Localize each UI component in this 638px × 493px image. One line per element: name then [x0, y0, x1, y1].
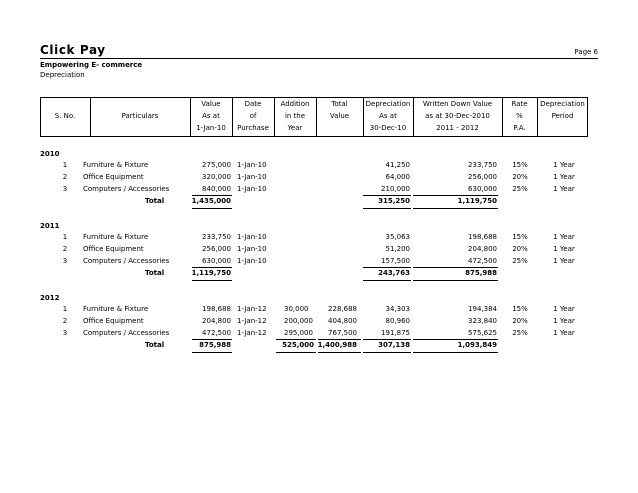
row-date: 1-Jan-10 [237, 161, 267, 169]
row-value: 472,500 [202, 329, 231, 337]
column-header-dep: Depreciation [365, 100, 411, 108]
row-value: 840,000 [202, 185, 231, 193]
row-addition: 200,000 [284, 317, 313, 325]
total-label: Total [145, 269, 165, 277]
column-header-addition: Addition [280, 100, 310, 108]
row-addition: 30,000 [284, 305, 309, 313]
column-header-date: Date [244, 100, 262, 108]
total-rule [276, 352, 316, 353]
total-wdv: 875,988 [465, 269, 497, 277]
row-period: 1 Year [553, 329, 575, 337]
column-header-total-line2: Value [329, 112, 350, 120]
total-rule [413, 267, 498, 268]
column-header-date-line3: Purchase [237, 124, 269, 132]
row-wdv: 198,688 [468, 233, 497, 241]
row-depreciation: 191,875 [381, 329, 410, 337]
row-wdv: 256,000 [468, 173, 497, 181]
row-depreciation: 34,303 [385, 305, 410, 313]
total-rule [363, 339, 411, 340]
row-period: 1 Year [553, 245, 575, 253]
total-rule [363, 195, 411, 196]
column-header-rate-line3: P.A. [513, 124, 526, 132]
section-title: Depreciation [40, 71, 85, 79]
column-header-period-line2: Period [551, 112, 574, 120]
row-wdv: 323,840 [468, 317, 497, 325]
row-depreciation: 51,200 [385, 245, 410, 253]
column-header-addition-line3: Year [287, 124, 303, 132]
row-sno: 2 [62, 173, 68, 181]
row-wdv: 233,750 [468, 161, 497, 169]
row-value: 275,000 [202, 161, 231, 169]
row-depreciation: 157,500 [381, 257, 410, 265]
row-particulars: Office Equipment [83, 245, 144, 253]
row-date: 1-Jan-12 [237, 317, 267, 325]
row-period: 1 Year [553, 185, 575, 193]
section-year: 2011 [40, 222, 60, 230]
column-header-particulars: Particulars [121, 112, 159, 120]
total-rule [276, 339, 316, 340]
row-value: 256,000 [202, 245, 231, 253]
row-particulars: Office Equipment [83, 173, 144, 181]
row-sno: 3 [62, 329, 68, 337]
total-rule [413, 195, 498, 196]
column-header-dep-line2: As at [379, 112, 397, 120]
row-total: 228,688 [328, 305, 357, 313]
row-total: 404,800 [328, 317, 357, 325]
row-depreciation: 64,000 [385, 173, 410, 181]
row-total: 767,500 [328, 329, 357, 337]
total-rule [318, 352, 361, 353]
total-label: Total [145, 197, 165, 205]
row-period: 1 Year [553, 317, 575, 325]
total-rule [192, 208, 232, 209]
row-particulars: Office Equipment [83, 317, 144, 325]
row-period: 1 Year [553, 161, 575, 169]
column-header-total: Total [331, 100, 348, 108]
row-value: 320,000 [202, 173, 231, 181]
column-header-sno: S. No. [54, 112, 76, 120]
row-rate: 20% [512, 173, 528, 181]
page-number: Page 6 [574, 48, 598, 56]
row-date: 1-Jan-12 [237, 329, 267, 337]
row-depreciation: 80,960 [385, 317, 410, 325]
total-rule [192, 339, 232, 340]
column-header-value: Value [201, 100, 221, 108]
total-addition: 525,000 [282, 341, 314, 349]
total-value: 1,435,000 [191, 197, 231, 205]
row-period: 1 Year [553, 257, 575, 265]
section-year: 2010 [40, 150, 60, 158]
row-depreciation: 210,000 [381, 185, 410, 193]
total-value: 1,119,750 [191, 269, 231, 277]
row-particulars: Computers / Accessories [83, 185, 170, 193]
total-rule [363, 267, 411, 268]
row-rate: 20% [512, 245, 528, 253]
total-depreciation: 315,250 [378, 197, 410, 205]
column-header-wdv-line3: 2011 - 2012 [436, 124, 479, 132]
column-header-wdv: Written Down Value [422, 100, 493, 108]
row-sno: 2 [62, 245, 68, 253]
column-header-period: Depreciation [540, 100, 585, 108]
row-date: 1-Jan-10 [237, 245, 267, 253]
row-wdv: 472,500 [468, 257, 497, 265]
row-sno: 1 [62, 161, 68, 169]
row-particulars: Computers / Accessories [83, 329, 170, 337]
total-rule [192, 280, 232, 281]
total-depreciation: 307,138 [378, 341, 410, 349]
page-subtitle: Empowering E- commerce [40, 61, 143, 69]
total-rule [318, 339, 361, 340]
row-sno: 1 [62, 305, 68, 313]
row-wdv: 194,384 [468, 305, 497, 313]
row-period: 1 Year [553, 305, 575, 313]
row-particulars: Computers / Accessories [83, 257, 170, 265]
total-rule [413, 280, 498, 281]
row-rate: 25% [512, 329, 528, 337]
total-rule [413, 339, 498, 340]
row-date: 1-Jan-12 [237, 305, 267, 313]
total-rule [363, 280, 411, 281]
row-value: 233,750 [202, 233, 231, 241]
row-value: 630,000 [202, 257, 231, 265]
row-rate: 25% [512, 185, 528, 193]
row-particulars: Furniture & Fixture [83, 161, 149, 169]
total-rule [363, 208, 411, 209]
row-date: 1-Jan-10 [237, 233, 267, 241]
row-date: 1-Jan-10 [237, 173, 267, 181]
row-date: 1-Jan-10 [237, 185, 267, 193]
total-total: 1,400,988 [317, 341, 357, 349]
total-wdv: 1,119,750 [457, 197, 497, 205]
total-rule [413, 352, 498, 353]
row-rate: 25% [512, 257, 528, 265]
column-header-rate-line2: % [516, 112, 523, 120]
total-rule [413, 208, 498, 209]
row-wdv: 204,800 [468, 245, 497, 253]
total-rule [192, 352, 232, 353]
total-wdv: 1,093,849 [457, 341, 497, 349]
row-rate: 15% [512, 161, 528, 169]
total-depreciation: 243,763 [378, 269, 410, 277]
row-depreciation: 35,063 [385, 233, 410, 241]
row-particulars: Furniture & Fixture [83, 305, 149, 313]
column-header-dep-line3: 30-Dec-10 [369, 124, 407, 132]
row-period: 1 Year [553, 173, 575, 181]
row-rate: 15% [512, 233, 528, 241]
row-sno: 1 [62, 233, 68, 241]
row-period: 1 Year [553, 233, 575, 241]
column-header-rate: Rate [511, 100, 528, 108]
column-header-addition-line2: in the [284, 112, 306, 120]
row-rate: 15% [512, 305, 528, 313]
column-header-value-line3: 1-Jan-10 [196, 124, 226, 132]
total-rule [192, 195, 232, 196]
row-sno: 2 [62, 317, 68, 325]
column-header-value-line2: As at [202, 112, 220, 120]
total-value: 875,988 [199, 341, 231, 349]
row-rate: 20% [512, 317, 528, 325]
column-header-wdv-line2: as at 30-Dec-2010 [425, 112, 490, 120]
row-value: 204,800 [202, 317, 231, 325]
total-label: Total [145, 341, 165, 349]
row-sno: 3 [62, 185, 68, 193]
row-date: 1-Jan-10 [237, 257, 267, 265]
total-rule [363, 352, 411, 353]
row-wdv: 575,625 [468, 329, 497, 337]
row-addition: 295,000 [284, 329, 313, 337]
section-year: 2012 [40, 294, 60, 302]
row-value: 198,688 [202, 305, 231, 313]
column-header-date-line2: of [249, 112, 257, 120]
row-particulars: Furniture & Fixture [83, 233, 149, 241]
page-title: Click Pay [40, 43, 106, 57]
row-depreciation: 41,250 [385, 161, 410, 169]
total-rule [192, 267, 232, 268]
title-divider [40, 58, 598, 59]
row-sno: 3 [62, 257, 68, 265]
row-wdv: 630,000 [468, 185, 497, 193]
